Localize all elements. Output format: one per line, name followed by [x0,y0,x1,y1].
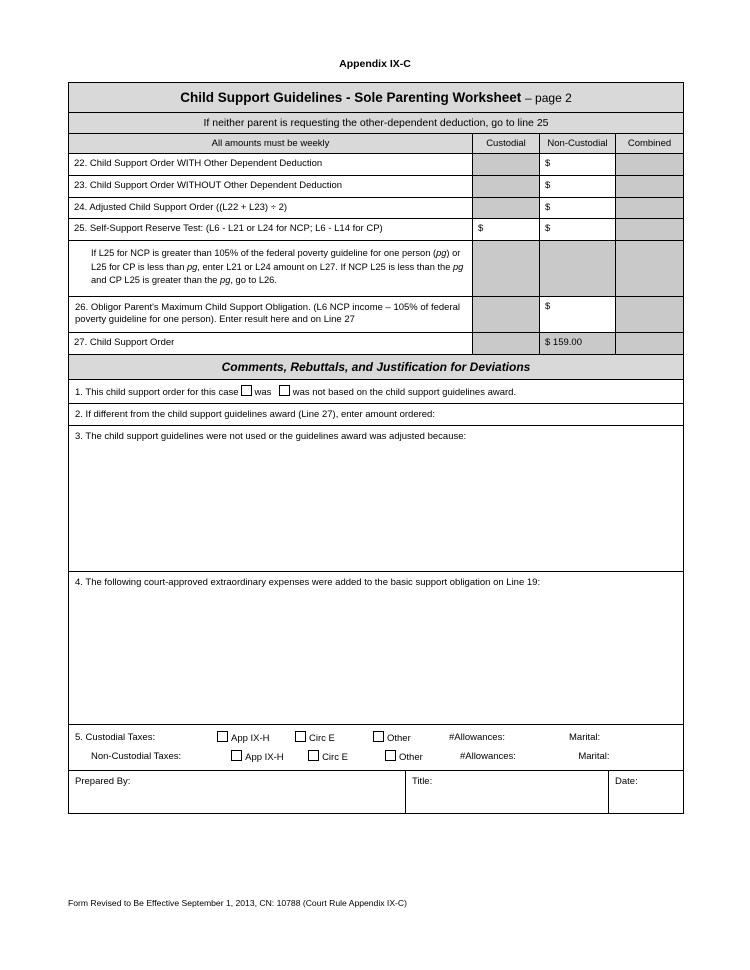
line-25-combined[interactable] [616,219,683,240]
noncustodial-circ-e-option[interactable] [306,750,383,763]
comments-banner: Comments, Rebuttals, and Justification for Deviations [69,355,683,379]
worksheet-banner-title: Child Support Guidelines - Sole Parenting Worksheet [180,90,522,105]
line-27-description: 27. Child Support Order [69,333,473,354]
date-field[interactable]: Date: [615,776,638,788]
line-22-description: 22. Child Support Order WITH Other Dependent Deduction [69,154,473,175]
line-25-note-part1: If L25 for NCP is greater than 105% of the federal poverty guideline for one person ( [91,248,437,259]
comment-1-text: 1. This child support order for this case [75,387,239,399]
line-25-noncustodial[interactable]: $ [540,219,616,240]
line-25-note-part4: and CP L25 is greater than the [91,275,221,286]
custodial-app-ixh-option[interactable] [215,731,293,744]
worksheet-banner [69,83,683,112]
table-row [69,219,683,241]
line-24-custodial[interactable] [473,198,540,219]
table-row [69,297,683,334]
line-25-note-part2: ) or L25 for CP is less than [91,248,461,272]
noncustodial-taxes-label: Non-Custodial Taxes: [91,751,182,763]
custodial-other-label: Other [387,733,411,745]
line-22-noncustodial[interactable]: $ [540,154,616,175]
worksheet-table [68,82,684,814]
line-25-note-part3: , enter L21 or L24 amount on L27. If NCP L25 is less than the [197,261,453,272]
noncustodial-circ-e-label: Circ E [322,752,348,764]
worksheet-subbanner-row [69,113,683,134]
worksheet-column-headers [69,134,683,154]
checkbox-was-not[interactable] [279,385,290,396]
prepared-by-row [69,771,683,813]
line-25-note-pg2: pg [186,261,198,272]
column-header-description: All amounts must be weekly [69,134,473,153]
line-25-note-part5: , go to L26. [230,275,277,286]
page-title: Appendix IX-C [339,58,411,70]
noncustodial-other-option[interactable] [383,750,460,763]
line-27-combined[interactable] [616,333,683,354]
column-header-noncustodial: Non-Custodial [540,134,616,153]
checkbox-custodial-app-ixh[interactable] [217,731,228,742]
checkbox-noncustodial-circ-e[interactable] [308,750,319,761]
comments-banner-row [69,355,683,380]
line-26-custodial[interactable] [473,297,540,333]
line-24-description: 24. Adjusted Child Support Order ((L22 + L23) ÷ 2) [69,198,473,219]
line-25-description: 25. Self-Support Reserve Test: (L6 - L21 or L24 for NCP; L6 - L14 for CP) [69,219,473,240]
noncustodial-app-ixh-option[interactable] [229,750,306,763]
line-25-note-combined [616,241,683,295]
prepared-by-group [69,771,683,813]
checkbox-was[interactable] [241,385,252,396]
noncustodial-taxes-row [69,747,683,771]
line-25-note [69,241,473,295]
line-22-combined[interactable] [616,154,683,175]
checkbox-noncustodial-other[interactable] [385,750,396,761]
line-24-noncustodial[interactable]: $ [540,198,616,219]
checkbox-noncustodial-app-ixh[interactable] [231,750,242,761]
table-row [69,176,683,198]
checkbox-custodial-circ-e[interactable] [295,731,306,742]
custodial-marital-label[interactable]: Marital: [569,732,601,744]
line-27-custodial[interactable] [473,333,540,354]
line-26-description: 26. Obligor Parent's Maximum Child Support Obligation. (L6 NCP income – 105% of federal poverty guideline for one person). Enter result here and on Line 27 [69,297,473,333]
comment-2[interactable]: 2. If different from the child support guidelines award (Line 27), enter amount ordered: [75,409,435,421]
custodial-taxes-label: 5. Custodial Taxes: [75,732,156,744]
column-header-combined: Combined [616,134,683,153]
noncustodial-app-ixh-label: App IX-H [245,752,284,764]
noncustodial-allowances-label[interactable]: #Allowances: [459,751,516,763]
line-25-custodial[interactable]: $ [473,219,540,240]
line-23-description: 23. Child Support Order WITHOUT Other Dependent Deduction [69,176,473,197]
line-26-combined[interactable] [616,297,683,333]
table-row [69,154,683,176]
comment-1 [69,380,683,403]
comment-1-option-was: was [254,387,272,399]
line-25-note-custodial [473,241,540,295]
comment-2-row [69,404,683,426]
comment-1-row [69,380,683,404]
column-header-custodial: Custodial [473,134,540,153]
custodial-circ-e-label: Circ E [309,733,335,745]
line-27-noncustodial[interactable]: $ 159.00 [540,333,616,354]
noncustodial-marital-label[interactable]: Marital: [578,751,610,763]
line-25-note-pg1: pg [436,248,447,259]
comment-4-row [69,572,683,725]
custodial-other-option[interactable] [371,731,449,744]
worksheet-banner-page: – page 2 [525,91,572,105]
worksheet-subbanner: If neither parent is requesting the other-dependent deduction, go to line 25 [69,113,683,133]
checkbox-custodial-other[interactable] [373,731,384,742]
line-23-combined[interactable] [616,176,683,197]
worksheet-banner-row [69,83,683,113]
custodial-circ-e-option[interactable] [293,731,371,744]
line-23-noncustodial[interactable]: $ [540,176,616,197]
custodial-app-ixh-label: App IX-H [231,733,270,745]
table-row [69,198,683,220]
custodial-taxes-row [69,725,683,747]
comment-1-option-was-not: was not based on the child support guidelines award. [292,387,517,399]
line-26-noncustodial[interactable]: $ [540,297,616,333]
custodial-allowances-label[interactable]: #Allowances: [449,732,505,744]
prepared-by-field[interactable]: Prepared By: [69,771,406,813]
line-23-custodial[interactable] [473,176,540,197]
line-25-note-row [69,241,683,296]
comment-3[interactable]: 3. The child support guidelines were not used or the guidelines award was adjusted because: [75,431,467,443]
line-24-combined[interactable] [616,198,683,219]
title-field[interactable]: Title: [406,771,609,813]
line-25-note-noncustodial [540,241,616,295]
form-footer: Form Revised to Be Effective September 1, 2013, CN: 10788 (Court Rule Appendix IX-C) [68,898,407,908]
comment-3-row [69,426,683,572]
line-25-note-pg4: pg [220,275,231,286]
table-row [69,333,683,355]
line-25-note-pg3: pg [452,261,464,272]
comment-4[interactable]: 4. The following court-approved extraordinary expenses were added to the basic support obligation on Line 19: [75,577,541,589]
noncustodial-other-label: Other [399,752,423,764]
line-22-custodial[interactable] [473,154,540,175]
